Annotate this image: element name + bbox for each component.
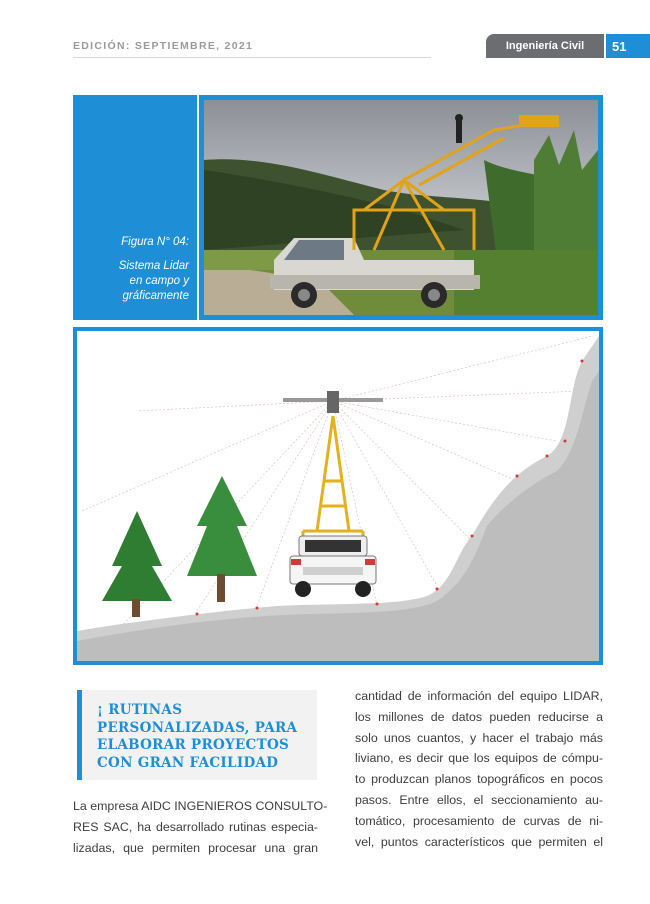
text-line: La empresa AIDC INGENIEROS CONSULTO- [73,799,328,813]
headline-line: ELABORAR PROYECTOS [97,737,290,753]
text-line: pasos. Entre ellos, el seccionamiento au- [355,792,603,807]
text-line: liviano, es decir que los equipos de cómpu- [355,751,603,766]
figure-caption-line: en campo y [129,275,189,287]
text-line: vel, puntos característicos que permiten el [355,834,603,849]
figure-caption-title: Figura N° 04: [121,236,189,248]
section-tab: Ingeniería Civil [486,34,604,58]
text-line: to produzcan planos topográficos en pocos [355,772,603,787]
article-headline [97,702,317,772]
text-line: los millones de datos pueden reducirse a [355,709,603,724]
figure-caption [119,235,189,304]
headline-line: ¡ RUTINAS [97,702,183,718]
figure-caption-line: gráficamente [122,290,189,302]
headline-line: PERSONALIZADAS, PARA [97,719,298,736]
text-line: lizadas, que permiten procesar una gran [73,840,318,855]
figure-caption-box [73,95,197,320]
lidar-field-photo [204,100,598,315]
headline-line: CON GRAN FACILIDAD [97,754,279,771]
page-number: 51 [606,34,650,58]
lidar-scan-illustration [77,331,599,661]
text-line: tomático, procesamiento de curvas de ni- [355,813,603,828]
text-line: solo unos cuantos, y hacer el trabajo más [355,730,603,745]
header-divider [73,57,431,58]
article-left-column [73,796,328,858]
headline-accent-bar [77,690,82,780]
text-line: cantidad de información del equipo LIDAR, [355,689,603,703]
text-line: RES SAC, ha desarrollado rutinas especia- [73,819,318,834]
article-right-column [355,686,603,852]
figure-caption-line: Sistema Lidar [118,260,189,272]
edition-label: EDICIÓN: SEPTIEMBRE, 2021 [73,40,254,52]
